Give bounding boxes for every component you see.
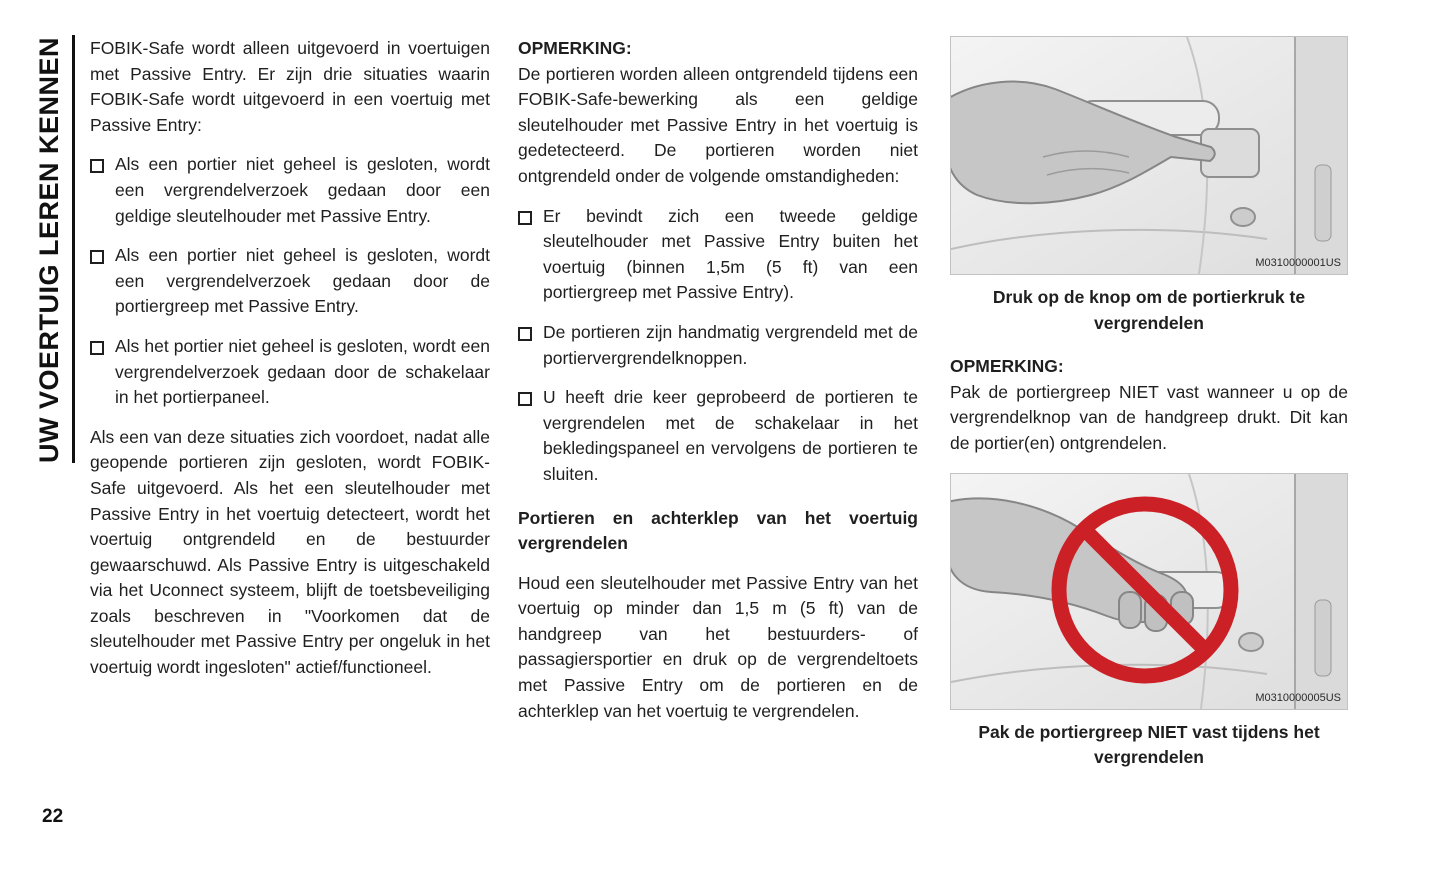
figure-code: M0310000005US	[1255, 691, 1341, 704]
note-label: OPMERKING:	[950, 356, 1064, 377]
figure-press-lock-button	[950, 36, 1348, 275]
bullet-text: De portieren zijn handmatig vergrendeld met de portiervergrendelknoppen.	[543, 321, 918, 368]
figure-code: M0310000001US	[1255, 257, 1341, 269]
square-bullet-icon	[90, 159, 104, 173]
square-bullet-icon	[518, 211, 532, 225]
list-item	[518, 320, 918, 371]
list-item	[90, 334, 490, 411]
square-bullet-icon	[518, 327, 532, 341]
body-paragraph: Houd een sleutelhouder met Passive Entry van het voertuig op minder dan 1,5 m (5 ft) van de handgreep van het bestuurders- of passagiersportier en druk op de vergrendeltoets met Passive Entry om de portieren en de achterklep van het voertuig te vergrendelen.	[518, 572, 918, 721]
bullet-text: Er bevindt zich een tweede geldige sleutelhouder met Passive Entry buiten het voertuig (binnen 1,5m (5 ft) van een portiergreep met Passive Entry).	[543, 205, 918, 303]
note-text: Pak de portiergreep NIET vast wanneer u op de vergrendelknop van de handgreep drukt. Dit kan de portier(en) ontgrendelen.	[950, 381, 1348, 453]
list-item	[90, 243, 490, 320]
bullet-text: U heeft drie keer geprobeerd de portieren te vergrendelen met de schakelaar in het bekledingspaneel en vervolgens de portieren te sluiten.	[543, 387, 918, 484]
list-item	[518, 204, 918, 306]
column-middle	[518, 36, 918, 738]
figure-caption: Pak de portiergreep NIET vast tijdens het vergrendelen	[978, 721, 1320, 768]
bullet-text: Als een portier niet geheel is gesloten, wordt een vergrendelverzoek gedaan door een geldige sleutelhouder met Passive Entry.	[115, 154, 490, 226]
square-bullet-icon	[90, 250, 104, 264]
column-right	[950, 36, 1348, 771]
page-number: 22	[42, 806, 64, 827]
bullet-text: Als een portier niet geheel is gesloten, wordt een vergrendelverzoek gedaan door de portiergreep met Passive Entry.	[115, 245, 490, 317]
note-label: OPMERKING:	[518, 38, 632, 58]
chapter-title-vertical: UW VOERTUIG LEREN KENNEN	[34, 35, 75, 463]
square-bullet-icon	[518, 392, 532, 406]
list-item	[518, 385, 918, 487]
bullet-text: Als het portier niet geheel is gesloten, wordt een vergrendelverzoek gedaan door de schakelaar in het portierpaneel.	[115, 335, 490, 408]
note-block	[950, 354, 1348, 456]
figure-do-not-grab-handle	[950, 473, 1348, 710]
figure-caption: Druk op de knop om de portierkruk te vergrendelen	[992, 287, 1306, 333]
note-text: De portieren worden alleen ontgrendeld tijdens een FOBIK-Safe-bewerking als een geldige sleutelhouder met Passive Entry in het voertuig is gedetecteerd. De portieren worden niet ontgrendeld onder de volgende omstandigheden:	[518, 63, 918, 186]
intro-paragraph: FOBIK-Safe wordt alleen uitgevoerd in voertuigen met Passive Entry. Er zijn drie situaties waarin FOBIK-Safe wordt uitgevoerd in een voertuig met Passive Entry:	[90, 38, 490, 135]
body-paragraph: Als een van deze situaties zich voordoet, nadat alle geopende portieren zijn gesloten, wordt FOBIK-Safe uitgevoerd. Als het een sleutelhouder met Passive Entry in het voertuig detecteert, wordt het voertuig ontgrendeld en de bestuurder gewaarschuwd. Als Passive Entry is uitgeschakeld via het Uconnect systeem, blijft de toetsbeveiliging zoals beschreven in "Voorkomen dat de sleutelhouder met Passive Entry per ongeluk in het voertuig wordt ingesloten" actief/functioneel.	[90, 426, 490, 678]
list-item	[90, 152, 490, 229]
column-left	[90, 36, 490, 695]
section-heading: Portieren en achterklep van het voertuig vergrendelen	[518, 507, 918, 554]
square-bullet-icon	[90, 341, 104, 355]
